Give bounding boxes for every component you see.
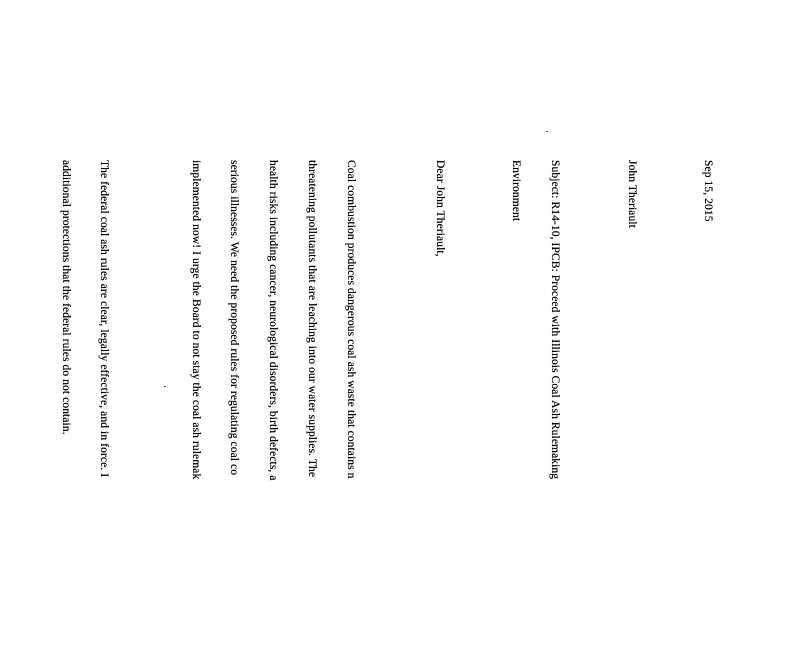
scan-speck (546, 131, 548, 132)
paragraph-1-line: Coal combustion produces dangerous coal ash waste that contains n (344, 160, 357, 479)
paragraph-2-line: additional protections that the federal rules do not contain. (59, 160, 72, 435)
letter-sender: John Theriault (625, 160, 638, 228)
salutation: Dear John Theriault, (433, 160, 446, 257)
paragraph-1-line: implemented now! I urge the Board to not stay the coal ash rulemak (189, 160, 202, 480)
subject-line-2: Environment (510, 160, 523, 222)
letter-page (59, 160, 740, 660)
letter-date: Sep 15, 2015 (702, 160, 715, 222)
paragraph-1-line: serious illnesses. We need the proposed rules for regulating coal co (228, 160, 241, 476)
paragraph-2-line: The federal coal ash rules are clear, legally effective, and in force. I (98, 160, 111, 478)
letter-body (0, 160, 740, 660)
paragraph-1-line: health risks including cancer, neurological disorders, birth defects, a (267, 160, 280, 481)
subject-line-1: Subject: R14-10, IPCB: Proceed with Illinois Coal Ash Rulemaking (549, 160, 562, 480)
paragraph-1-line: threatening pollutants that are leaching into our water supplies. The (305, 160, 318, 478)
scan-speck (164, 386, 166, 387)
